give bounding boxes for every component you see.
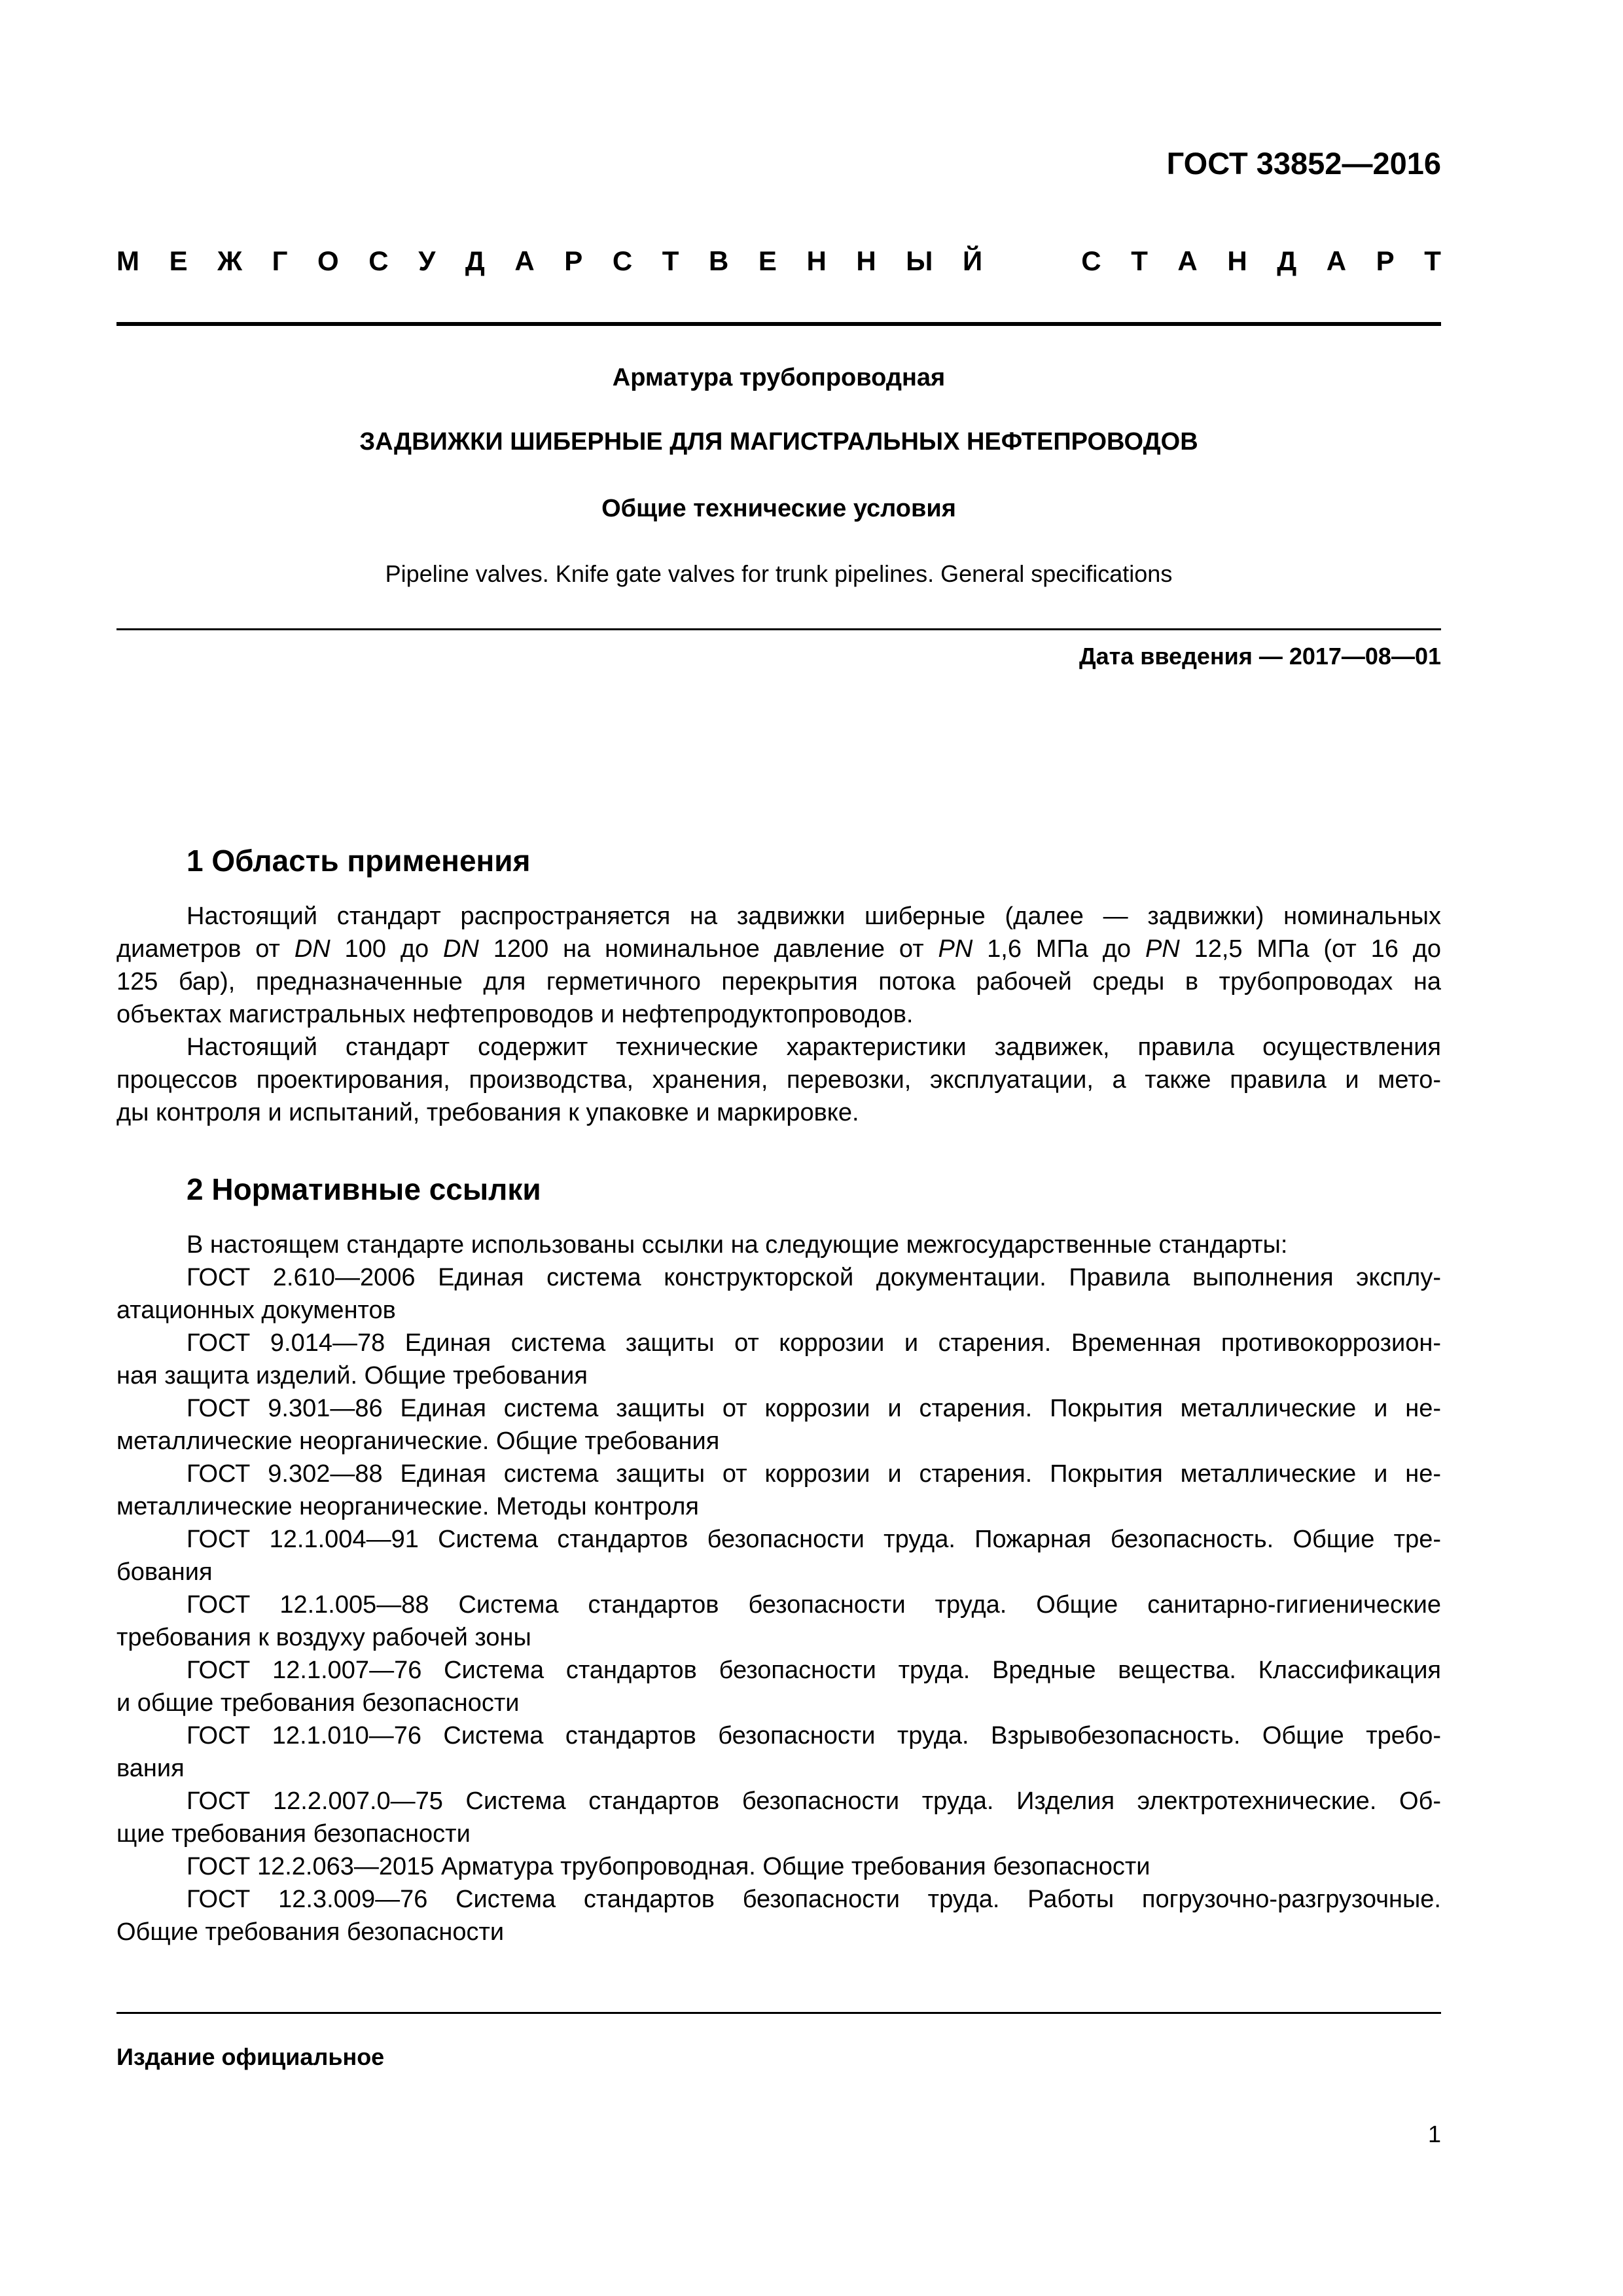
text-line: бования: [116, 1558, 213, 1586]
text-line: ГОСТ 12.2.007.0—75 Система стандартов безопасности труда. Изделия электротехнические. Об-: [187, 1787, 1441, 1815]
text-line: ГОСТ 12.1.004—91 Система стандартов безопасности труда. Пожарная безопасность. Общие тре-: [187, 1526, 1441, 1553]
banner-letter: О: [317, 245, 339, 276]
text-line: диаметров от DN 100 до DN 1200 на номинальное давление от PN 1,6 МПа до PN 12,5 МПа (от 16 до: [116, 935, 1442, 963]
text-line: ГОСТ 12.3.009—76 Система стандартов безопасности труда. Работы погрузочно-разгрузочные.: [187, 1886, 1441, 1913]
banner-letter: [1012, 247, 1052, 275]
reference-item: [116, 1883, 1441, 1948]
reference-item: [116, 1588, 1441, 1654]
reference-item: [116, 1654, 1441, 1719]
normative-references-list: [116, 1261, 1441, 1948]
text-line: и общие требования безопасности: [116, 1689, 520, 1717]
reference-item: [116, 1261, 1441, 1327]
banner-letter: Н: [1227, 245, 1247, 276]
text-line: ГОСТ 9.014—78 Единая система защиты от коррозии и старения. Временная противокоррозион-: [187, 1329, 1441, 1357]
title-group: Арматура трубопроводная: [612, 364, 946, 391]
title-main: ЗАДВИЖКИ ШИБЕРНЫЕ ДЛЯ МАГИСТРАЛЬНЫХ НЕФТЕПРОВОДОВ: [359, 428, 1198, 456]
dn-symbol: DN: [442, 935, 479, 963]
reference-item: [116, 1850, 1441, 1883]
banner-letter: С: [612, 245, 633, 276]
banner-letter: С: [1081, 245, 1101, 276]
banner-letter: Г: [272, 245, 288, 276]
banner-letter: Н: [806, 245, 827, 276]
footer-rule: [116, 2012, 1441, 2014]
reference-item: [116, 1785, 1441, 1850]
text-line: Настоящий стандарт распространяется на задвижки шиберные (далее — задвижки) номинальных: [187, 903, 1441, 930]
banner-letter: Е: [758, 245, 777, 276]
text-line: объектах магистральных нефтепроводов и нефтепродуктопроводов.: [116, 1001, 914, 1028]
pn-symbol: PN: [938, 935, 973, 963]
reference-item: [116, 1392, 1441, 1458]
text-line: ГОСТ 12.1.007—76 Система стандартов безопасности труда. Вредные вещества. Классификация: [187, 1657, 1441, 1684]
banner-letter: Р: [1376, 245, 1395, 276]
banner-letter: Т: [1424, 245, 1441, 276]
section-2-heading: 2 Нормативные ссылки: [187, 1172, 541, 1206]
text-line: процессов проектирования, производства, хранения, перевозки, эксплуатации, а также правила и мето-: [116, 1066, 1441, 1094]
text-line: Настоящий стандарт содержит технические характеристики задвижек, правила осуществления: [187, 1033, 1441, 1061]
text-line: ная защита изделий. Общие требования: [116, 1362, 588, 1390]
text-line: металлические неорганические. Общие требования: [116, 1427, 720, 1455]
banner-letter: М: [116, 245, 139, 276]
pn-symbol: PN: [1145, 935, 1180, 963]
text-line: ГОСТ 12.2.063—2015 Арматура трубопроводная. Общие требования безопасности: [187, 1853, 1150, 1880]
title-rule: [116, 628, 1441, 630]
dn-symbol: DN: [294, 935, 330, 963]
banner-letter: А: [514, 245, 535, 276]
banner-letter: Т: [662, 245, 679, 276]
page-number: 1: [1427, 2121, 1441, 2147]
reference-item: [116, 1327, 1441, 1392]
interstate-standard-banner: [116, 247, 1441, 275]
reference-item: [116, 1523, 1441, 1588]
text-line: щие требования безопасности: [116, 1820, 471, 1848]
text-line: В настоящем стандарте использованы ссылки на следующие межгосударственные стандарты:: [187, 1231, 1288, 1259]
title-sub: Общие технические условия: [601, 495, 956, 522]
section-2-intro: [116, 1229, 1441, 1261]
document-number: ГОСТ 33852—2016: [1166, 146, 1441, 181]
banner-letter: Ж: [217, 245, 243, 276]
text-line: ды контроля и испытаний, требования к упаковке и маркировке.: [116, 1099, 859, 1126]
text-line: Общие требования безопасности: [116, 1918, 505, 1946]
banner-letter: У: [418, 245, 436, 276]
banner-letter: Р: [564, 245, 583, 276]
introduction-date: Дата введения — 2017—08—01: [1079, 643, 1441, 670]
text-line: требования к воздуху рабочей зоны: [116, 1624, 531, 1651]
banner-letter: В: [708, 245, 729, 276]
banner-letter: А: [1326, 245, 1347, 276]
banner-letter: Е: [169, 245, 188, 276]
banner-letter: Н: [856, 245, 876, 276]
banner-letter: С: [368, 245, 389, 276]
text-line: металлические неорганические. Методы контроля: [116, 1493, 699, 1520]
text-line: ГОСТ 9.301—86 Единая система защиты от коррозии и старения. Покрытия металлические и не-: [187, 1395, 1441, 1422]
text-line: атационных документов: [116, 1297, 396, 1324]
reference-item: [116, 1719, 1441, 1785]
header-rule: [116, 322, 1441, 326]
section-1-paragraph-1: [116, 900, 1441, 1031]
section-1-paragraph-2: [116, 1031, 1441, 1129]
text-line: ГОСТ 12.1.005—88 Система стандартов безопасности труда. Общие санитарно-гигиенические: [187, 1591, 1441, 1619]
section-1-heading: 1 Область применения: [187, 844, 531, 878]
text-line: ГОСТ 2.610—2006 Единая система конструкторской документации. Правила выполнения эксплу-: [187, 1264, 1441, 1291]
banner-letter: Ы: [906, 245, 933, 276]
text-line: ГОСТ 12.1.010—76 Система стандартов безопасности труда. Взрывобезопасность. Общие требо-: [187, 1722, 1441, 1749]
text-line: вания: [116, 1755, 185, 1782]
banner-letter: А: [1177, 245, 1198, 276]
title-english: Pipeline valves. Knife gate valves for trunk pipelines. General specifications: [385, 560, 1173, 587]
text-line: 125 бар), предназначенные для герметичного перекрытия потока рабочей среды в трубопроводах на: [116, 968, 1441, 996]
reference-item: [116, 1458, 1441, 1523]
banner-letter: Д: [465, 245, 485, 276]
banner-letter: Д: [1277, 245, 1297, 276]
banner-letter: Й: [962, 245, 983, 276]
official-edition-label: Издание официальное: [116, 2043, 385, 2070]
text-line: ГОСТ 9.302—88 Единая система защиты от коррозии и старения. Покрытия металлические и не-: [187, 1460, 1441, 1488]
banner-letter: Т: [1131, 245, 1148, 276]
